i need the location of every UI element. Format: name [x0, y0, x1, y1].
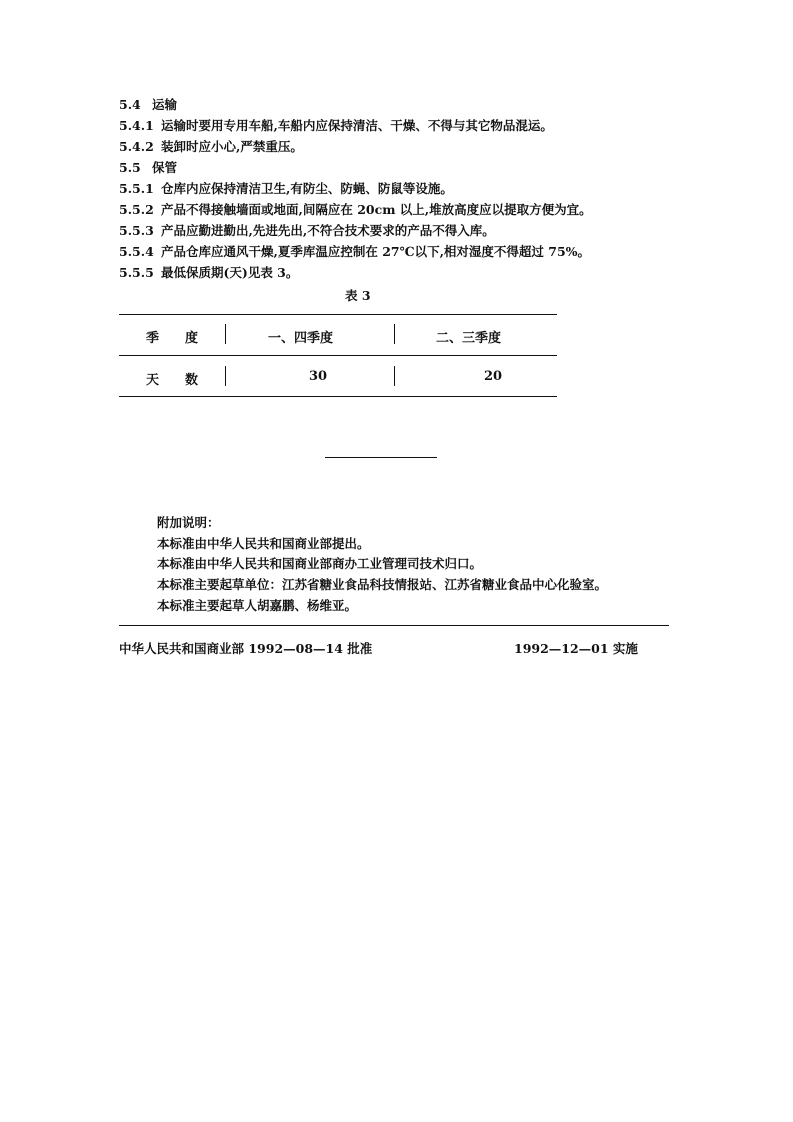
clause-5-5-3 — [119, 223, 495, 239]
notes-line: 本标准主要起草单位：江苏省糖业食品科技情报站、江苏省糖业食品中心化验室。 — [157, 577, 608, 592]
clause-5-5-5 — [119, 265, 298, 281]
clause-number: 5.5.3 — [119, 223, 154, 238]
clause-number: 5.4.1 — [119, 118, 154, 133]
clause-5-5-2 — [119, 202, 592, 218]
clause-text: 装卸时应小心,严禁重压。 — [161, 139, 303, 154]
table-row-label-days: 天 数 — [146, 373, 199, 388]
table-bottom-rule — [119, 396, 557, 397]
end-divider — [325, 457, 437, 458]
notes-line: 本标准由中华人民共和国商业部提出。 — [157, 536, 370, 551]
clause-text: 运输 — [152, 97, 178, 112]
clause-text: 仓库内应保持清洁卫生,有防尘、防蝇、防鼠等设施。 — [161, 181, 453, 196]
clause-number: 5.5.2 — [119, 202, 154, 217]
clause-5-4-1 — [119, 118, 553, 134]
clause-text: 产品仓库应通风干燥,夏季库温应控制在 27℃以下,相对湿度不得超过 75%。 — [161, 244, 591, 259]
table-column-divider — [225, 366, 226, 386]
clause-number: 5.5.4 — [119, 244, 154, 259]
footer-rule — [119, 625, 669, 626]
clause-text: 运输时要用专用车船,车船内应保持清洁、干燥、不得与其它物品混运。 — [161, 118, 553, 133]
table-column-divider — [225, 324, 226, 344]
notes-line: 本标准由中华人民共和国商业部商办工业管理司技术归口。 — [157, 556, 483, 571]
clause-5-5-4 — [119, 244, 590, 260]
table-middle-rule — [119, 355, 557, 356]
notes-heading: 附加说明： — [157, 515, 220, 530]
table-header-season: 季 度 — [146, 331, 199, 346]
notes-line: 本标准主要起草人胡嘉鹏、杨维亚。 — [157, 598, 358, 613]
clause-text: 最低保质期(天)见表 3。 — [161, 265, 299, 280]
table-top-rule — [119, 314, 557, 315]
clause-5-5-1 — [119, 181, 453, 197]
clause-number: 5.5.1 — [119, 181, 154, 196]
clause-number: 5.5 — [119, 160, 141, 175]
table-title: 表 3 — [345, 288, 371, 303]
table-column-divider — [394, 324, 395, 344]
table-cell-q1-q4-days: 30 — [309, 369, 328, 384]
footer-approval: 中华人民共和国商业部 1992—08—14 批准 — [119, 641, 373, 656]
clause-text: 产品不得接触墙面或地面,间隔应在 20cm 以上,堆放高度应以提取方便为宜。 — [161, 202, 592, 217]
clause-5-4-2 — [119, 139, 303, 155]
clause-5-4 — [119, 97, 177, 113]
clause-text: 产品应勤进勤出,先进先出,不符合技术要求的产品不得入库。 — [161, 223, 495, 238]
clause-text: 保管 — [152, 160, 178, 175]
clause-number: 5.4 — [119, 97, 141, 112]
footer-implementation: 1992—12—01 实施 — [514, 641, 638, 656]
table-header-q2-q3: 二、三季度 — [436, 331, 502, 346]
table-cell-q2-q3-days: 20 — [484, 369, 503, 384]
table-header-q1-q4: 一、四季度 — [268, 331, 334, 346]
clause-number: 5.5.5 — [119, 265, 154, 280]
clause-number: 5.4.2 — [119, 139, 154, 154]
table-column-divider — [394, 366, 395, 386]
clause-5-5 — [119, 160, 177, 176]
